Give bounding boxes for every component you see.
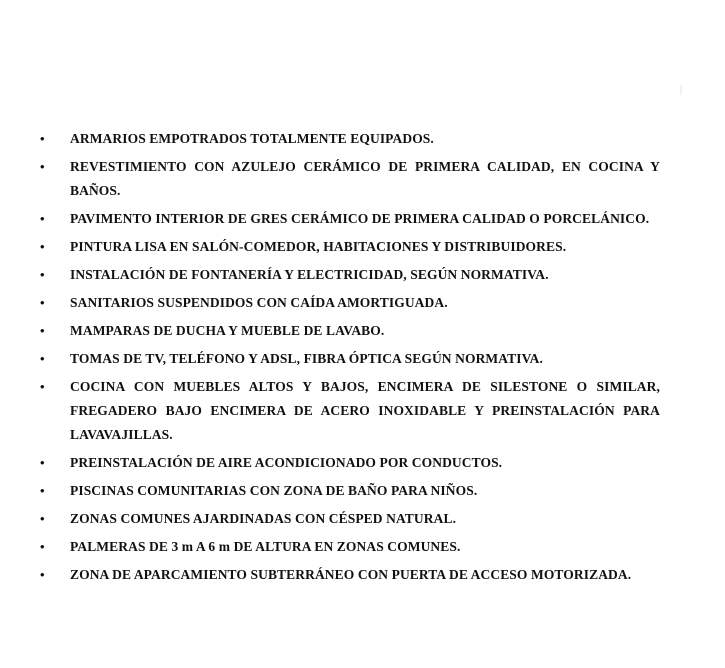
list-item-text: REVESTIMIENTO CON AZULEJO CERÁMICO DE PRIMERA CALIDAD, EN COCINA Y BAÑOS. bbox=[70, 159, 660, 198]
bullet-icon: • bbox=[40, 351, 45, 366]
list-item-text: PINTURA LISA EN SALÓN-COMEDOR, HABITACIONES Y DISTRIBUIDORES. bbox=[70, 239, 567, 254]
list-item-text: TOMAS DE TV, TELÉFONO Y ADSL, FIBRA ÓPTICA SEGÚN NORMATIVA. bbox=[70, 351, 544, 366]
list-item bbox=[40, 347, 660, 371]
list-item bbox=[40, 479, 660, 503]
list-item-text: ZONAS COMUNES AJARDINADAS CON CÉSPED NATURAL. bbox=[70, 511, 457, 526]
bullet-icon: • bbox=[40, 295, 45, 310]
list-item bbox=[40, 507, 660, 531]
list-item bbox=[40, 563, 660, 587]
bullet-icon: • bbox=[40, 239, 45, 254]
list-item-text: ARMARIOS EMPOTRADOS TOTALMENTE EQUIPADOS. bbox=[70, 131, 434, 146]
list-item-text: INSTALACIÓN DE FONTANERÍA Y ELECTRICIDAD, SEGÚN NORMATIVA. bbox=[70, 267, 549, 282]
bullet-icon: • bbox=[40, 211, 45, 226]
bullet-icon: • bbox=[40, 159, 45, 174]
list-item bbox=[40, 319, 660, 343]
list-item bbox=[40, 291, 660, 315]
bullet-icon: • bbox=[40, 539, 45, 554]
list-item bbox=[40, 451, 660, 475]
bullet-icon: • bbox=[40, 267, 45, 282]
specifications-list bbox=[40, 127, 660, 591]
list-item bbox=[40, 155, 660, 203]
list-item bbox=[40, 535, 660, 559]
list-item-text: PISCINAS COMUNITARIAS CON ZONA DE BAÑO PARA NIÑOS. bbox=[70, 483, 478, 498]
list-item-text: PAVIMENTO INTERIOR DE GRES CERÁMICO DE PRIMERA CALIDAD O PORCELÁNICO. bbox=[70, 211, 650, 226]
bullet-icon: • bbox=[40, 483, 45, 498]
list-item bbox=[40, 207, 660, 231]
list-item-text: PALMERAS DE 3 m A 6 m DE ALTURA EN ZONAS COMUNES. bbox=[70, 539, 461, 554]
bullet-icon: • bbox=[40, 455, 45, 470]
list-item-text: PREINSTALACIÓN DE AIRE ACONDICIONADO POR CONDUCTOS. bbox=[70, 455, 503, 470]
list-item-text: SANITARIOS SUSPENDIDOS CON CAÍDA AMORTIGUADA. bbox=[70, 295, 448, 310]
list-item bbox=[40, 235, 660, 259]
scan-artifact bbox=[680, 85, 682, 95]
bullet-icon: • bbox=[40, 567, 45, 582]
list-item-text: MAMPARAS DE DUCHA Y MUEBLE DE LAVABO. bbox=[70, 323, 385, 338]
bullet-icon: • bbox=[40, 131, 45, 146]
list-item bbox=[40, 375, 660, 447]
bullet-icon: • bbox=[40, 379, 45, 394]
list-item-text: COCINA CON MUEBLES ALTOS Y BAJOS, ENCIMERA DE SILESTONE O SIMILAR, FREGADERO BAJO ENCIMERA DE ACERO INOXIDABLE Y PREINSTALACIÓN PARA LAVAVAJILLAS. bbox=[70, 379, 660, 442]
bullet-icon: • bbox=[40, 323, 45, 338]
list-item-text: ZONA DE APARCAMIENTO SUBTERRÁNEO CON PUERTA DE ACCESO MOTORIZADA. bbox=[70, 567, 632, 582]
list-item bbox=[40, 127, 660, 151]
list-item bbox=[40, 263, 660, 287]
bullet-icon: • bbox=[40, 511, 45, 526]
